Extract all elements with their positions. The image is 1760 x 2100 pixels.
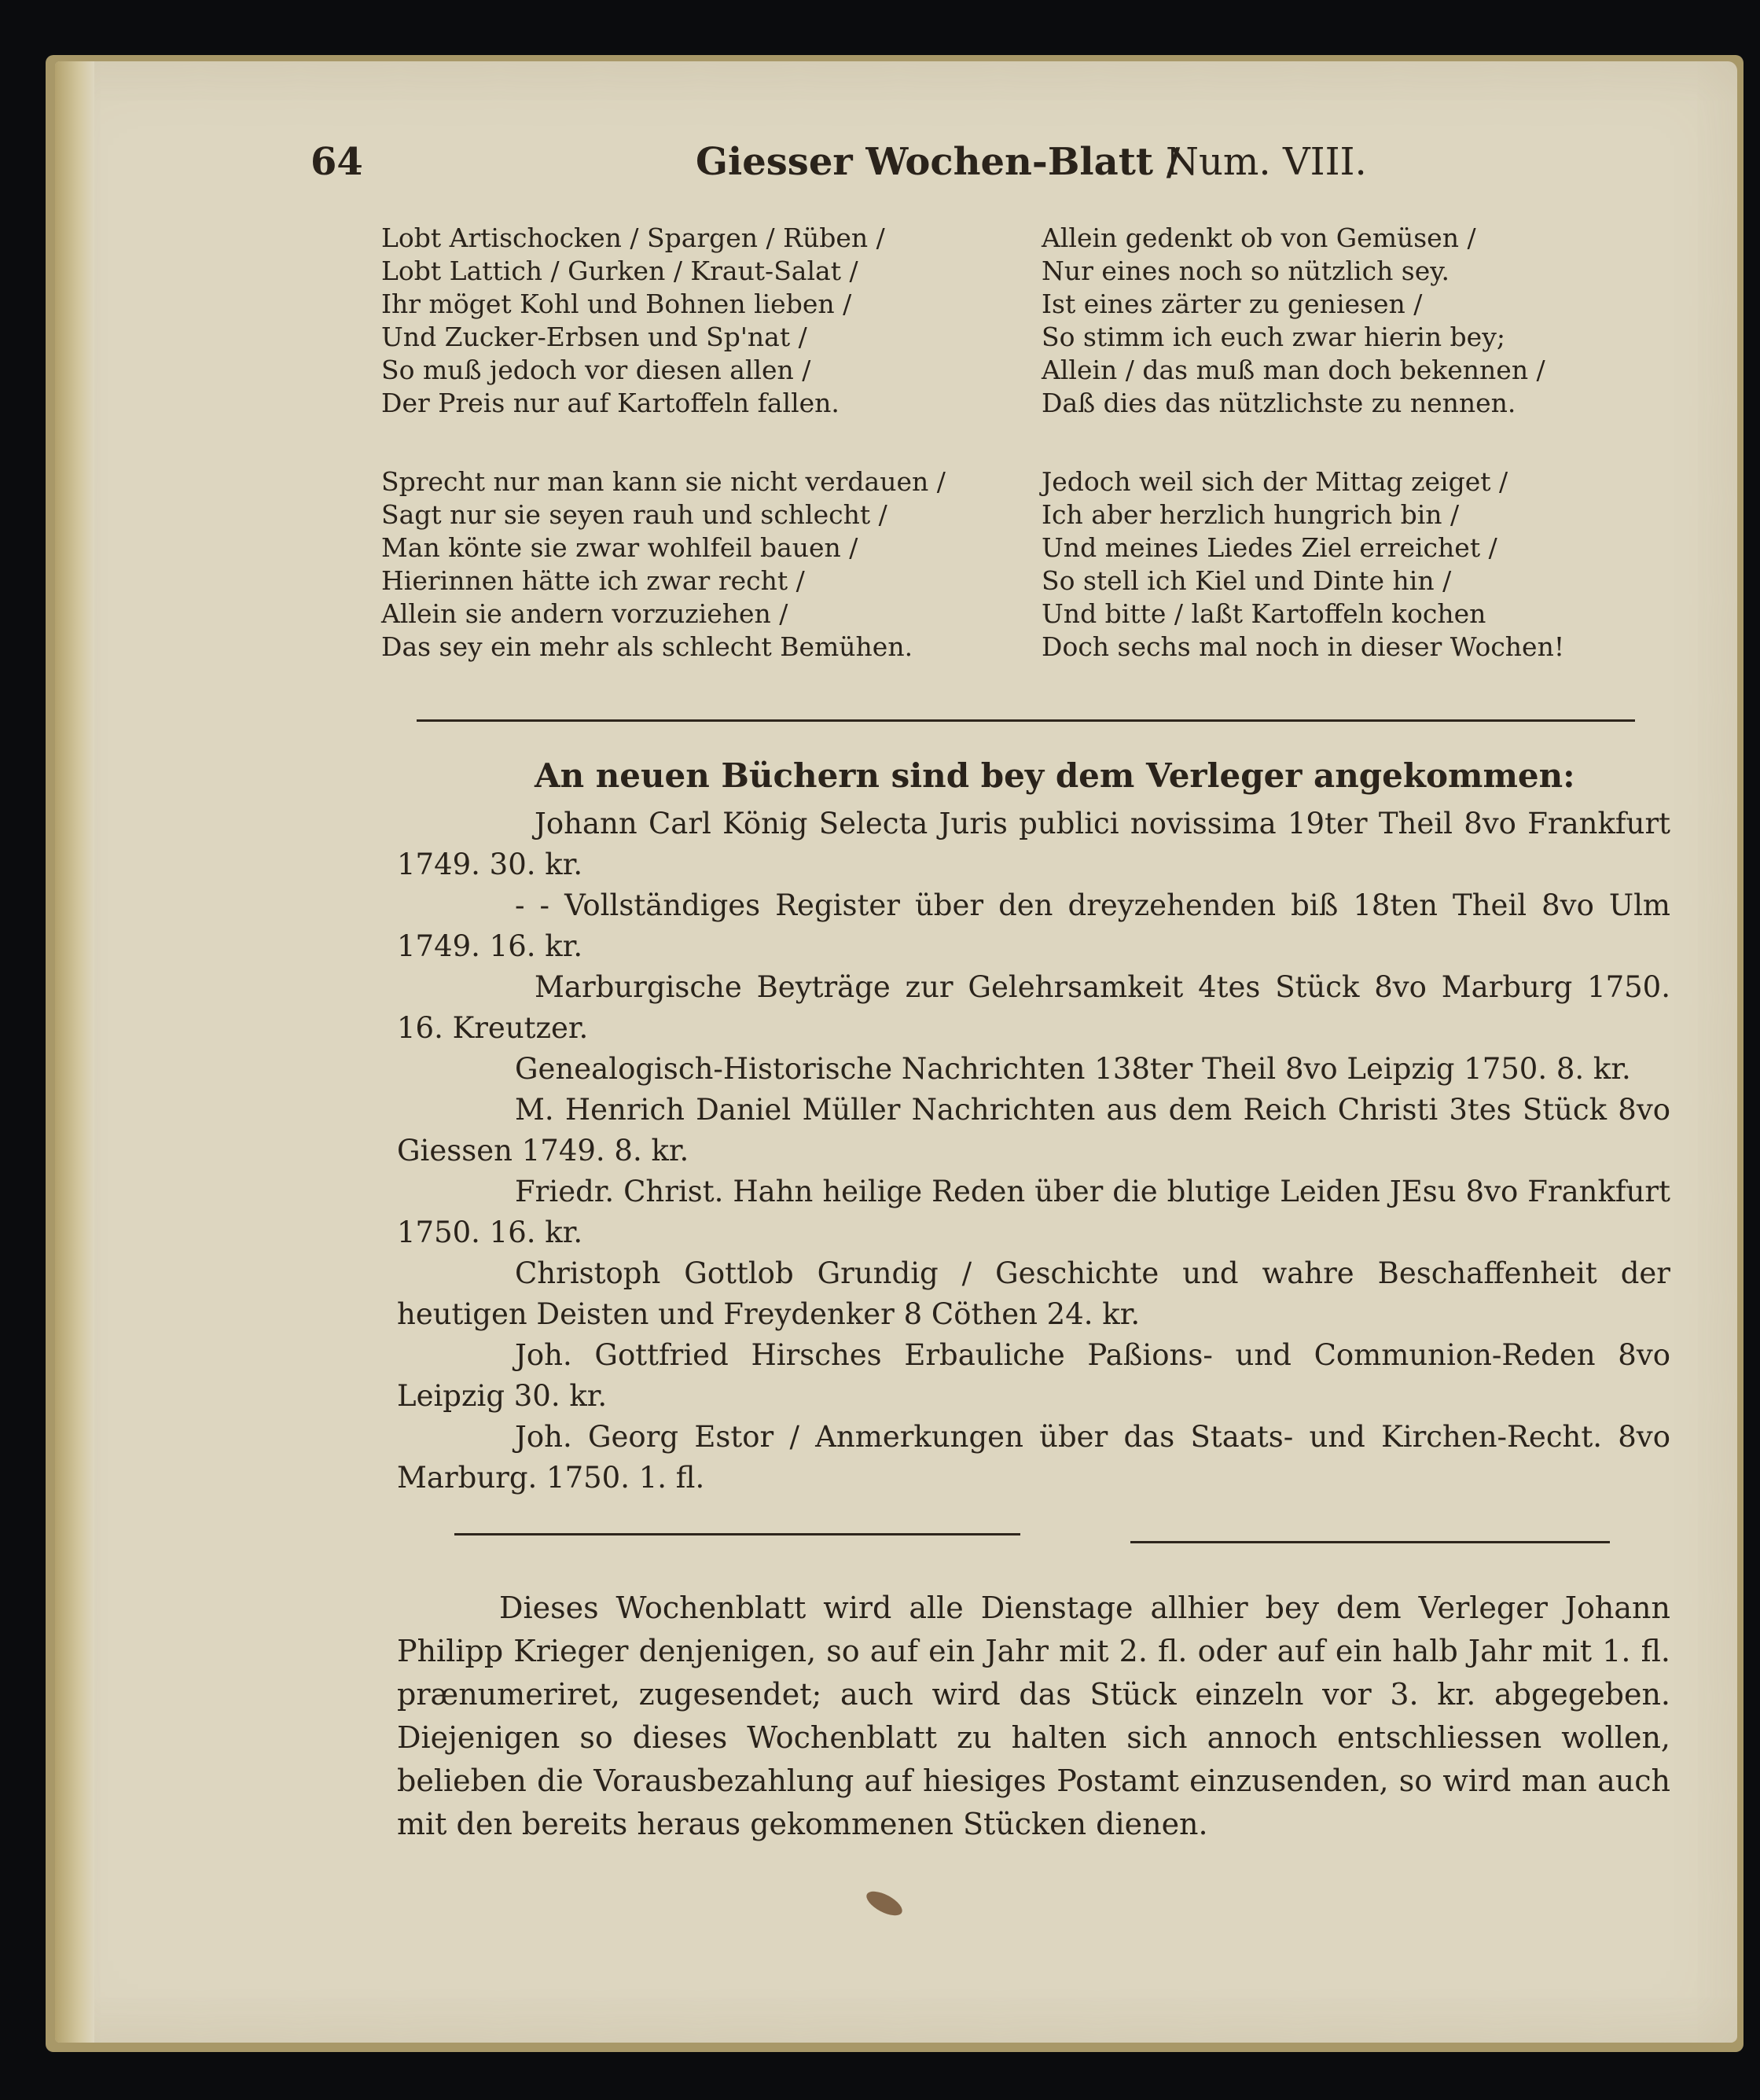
poem-line: Allein gedenkt ob von Gemüsen / — [1042, 223, 1476, 253]
book-entry: Genealogisch-Historische Nachrichten 138ter Theil 8vo Leipzig 1750. 8. kr. — [515, 1052, 1631, 1086]
poem-line: So stimm ich euch zwar hierin bey; — [1042, 322, 1505, 352]
poem-line: Und bitte / laßt Kartoffeln kochen — [1042, 598, 1486, 629]
poem-line: Der Preis nur auf Kartoffeln fallen. — [381, 388, 840, 418]
issue-number: Num. VIII. — [1166, 140, 1367, 184]
poem-line: Das sey ein mehr als schlecht Bemühen. — [381, 631, 913, 662]
poem-line: Ich aber herzlich hungrich bin / — [1042, 499, 1460, 530]
poem-line: Sprecht nur man kann sie nicht verdauen / — [381, 466, 946, 497]
poem-line: Hierinnen hätte ich zwar recht / — [381, 565, 805, 596]
poem-line: Allein / das muß man doch bekennen / — [1042, 355, 1545, 385]
poem-line: Jedoch weil sich der Mittag zeiget / — [1042, 466, 1508, 497]
section-divider — [1130, 1541, 1610, 1543]
poem-line: Lobt Lattich / Gurken / Kraut-Salat / — [381, 256, 858, 286]
book-entry: Christoph Gottlob Grundig / Geschichte und wahre Beschaffenheit der heutigen Deisten und Freydenker 8 Cöthen 24. kr. — [397, 1256, 1670, 1331]
poem-line: Ihr möget Kohl und Bohnen lieben / — [381, 289, 852, 319]
book-entry: Johann Carl König Selecta Juris publici novissima 19ter Theil 8vo Frankfurt 1749. 30. kr. — [397, 807, 1670, 881]
poem-line: So muß jedoch vor diesen allen / — [381, 355, 811, 385]
book-entry: Joh. Gottfried Hirsches Erbauliche Paßions- und Communion-Reden 8vo Leipzig 30. kr. — [397, 1338, 1670, 1413]
poem-line: Sagt nur sie seyen rauh und schlecht / — [381, 499, 887, 530]
page-fore-edge — [55, 61, 94, 2043]
book-list — [397, 804, 1670, 1499]
poem-stanza-left-1 — [381, 222, 885, 420]
subscription-notice: Dieses Wochenblatt wird alle Dienstage allhier bey dem Verleger Johann Philipp Krieger denjenigen, so auf ein Jahr mit 2. fl. oder auf ein halb Jahr mit 1. fl. prænumeriret, zugesendet; auch wird das Stück einzeln vor 3. kr. abgegeben. Diejenigen so dieses Wochenblatt zu halten sich annoch entschliessen wollen, belieben die Vorausbezahlung auf hiesiges Postamt einzusenden, so wird man auch mit den bereits heraus gekommenen Stücken dienen. — [397, 1591, 1670, 1841]
running-title: Giesser Wochen-Blatt / — [696, 140, 1181, 184]
poem-line: Und meines Liedes Ziel erreichet / — [1042, 532, 1497, 563]
poem-line: Lobt Artischocken / Spargen / Rüben / — [381, 223, 885, 253]
poem-line: Ist eines zärter zu geniesen / — [1042, 289, 1423, 319]
poem-line: Doch sechs mal noch in dieser Wochen! — [1042, 631, 1565, 662]
book-entry: Friedr. Christ. Hahn heilige Reden über die blutige Leiden JEsu 8vo Frankfurt 1750. 16. kr. — [397, 1175, 1670, 1249]
book-entry: Joh. Georg Estor / Anmerkungen über das Staats- und Kirchen-Recht. 8vo Marburg. 1750. 1. fl. — [397, 1420, 1670, 1495]
section-divider — [417, 719, 1635, 722]
poem-stanza-right-2 — [1042, 465, 1564, 664]
poem-stanza-left-2 — [381, 465, 946, 664]
page-number: 64 — [310, 140, 363, 184]
poem-line: Und Zucker-Erbsen und Sp'nat / — [381, 322, 807, 352]
section-divider — [454, 1533, 1020, 1535]
poem-line: So stell ich Kiel und Dinte hin / — [1042, 565, 1452, 596]
page-header — [310, 140, 1395, 187]
books-heading: An neuen Büchern sind bey dem Verleger angekommen: — [535, 756, 1575, 795]
book-entry: M. Henrich Daniel Müller Nachrichten aus dem Reich Christi 3tes Stück 8vo Giessen 1749. 8. kr. — [397, 1093, 1670, 1168]
poem-line: Daß dies das nützlichste zu nennen. — [1042, 388, 1516, 418]
poem-stanza-right-1 — [1042, 222, 1545, 420]
poem-line: Nur eines noch so nützlich sey. — [1042, 256, 1450, 286]
book-entry: - - Vollständiges Register über den dreyzehenden biß 18ten Theil 8vo Ulm 1749. 16. kr. — [397, 888, 1670, 963]
book-entry: Marburgische Beyträge zur Gelehrsamkeit 4tes Stück 8vo Marburg 1750. 16. Kreutzer. — [397, 970, 1670, 1045]
poem-line: Man könte sie zwar wohlfeil bauen / — [381, 532, 858, 563]
poem-line: Allein sie andern vorzuziehen / — [381, 598, 788, 629]
